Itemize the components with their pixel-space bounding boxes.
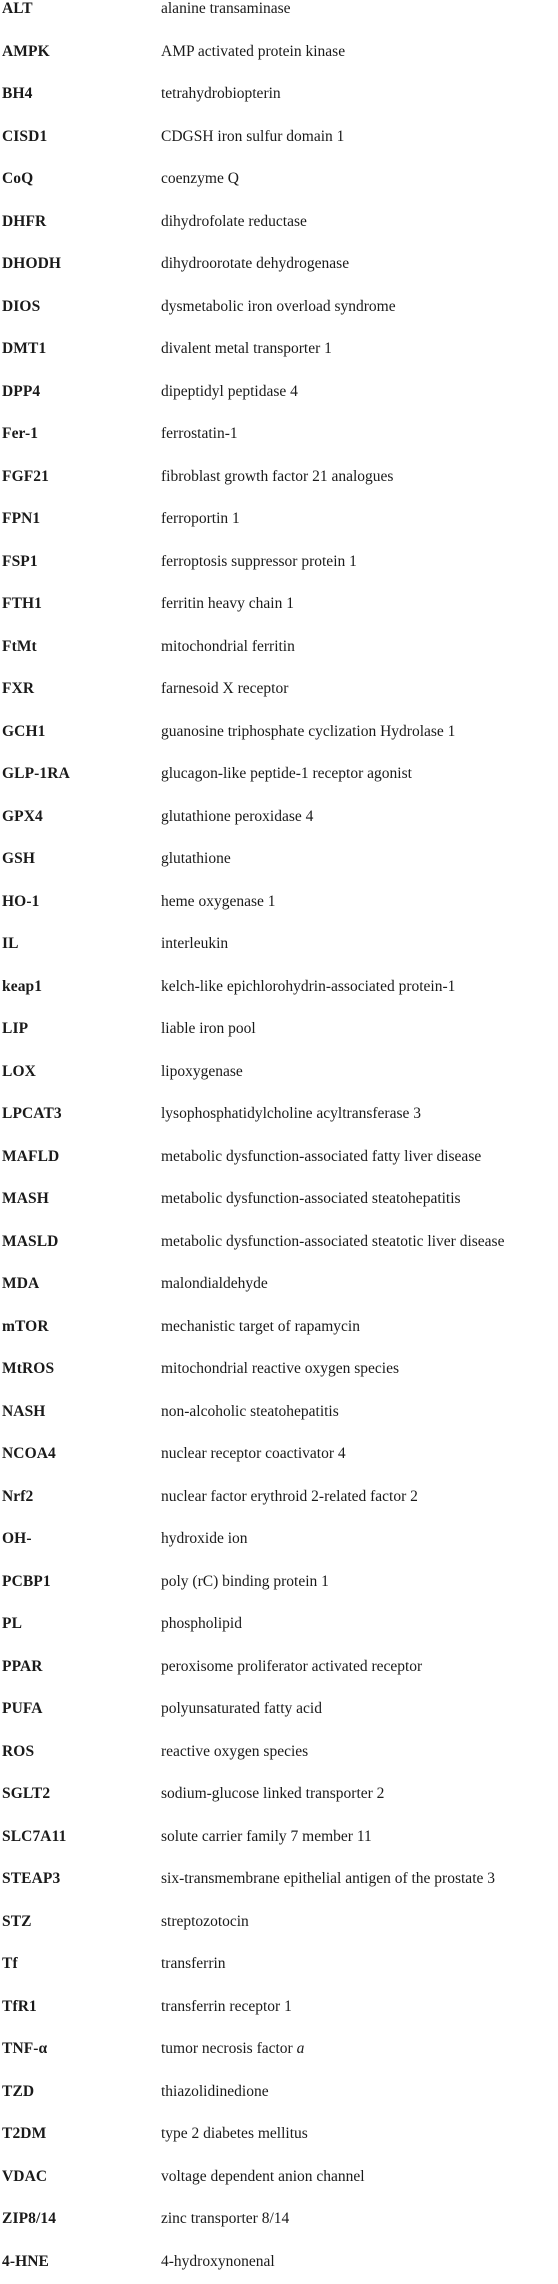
glossary-row [0,1732,558,1775]
glossary-row [0,1519,558,1562]
abbreviation-term: DHODH [0,255,161,273]
abbreviation-definition [161,2040,304,2058]
abbreviation-term: mTOR [0,1318,161,1336]
definition-text: voltage dependent anion channel [161,2168,365,2185]
abbreviation-term: GSH [0,850,161,868]
definition-text: type 2 diabetes mellitus [161,2125,308,2142]
glossary-row [0,882,558,925]
definition-text: metabolic dysfunction-associated fatty liver disease [161,1148,481,1165]
abbreviation-term: T2DM [0,2125,161,2143]
definition-text: lipoxygenase [161,1063,243,1080]
glossary-row [0,627,558,670]
glossary-row [0,1094,558,1137]
glossary-row [0,2029,558,2072]
abbreviation-term: FtMt [0,638,161,656]
glossary-row [0,0,558,32]
glossary-row [0,1647,558,1690]
definition-text: AMP activated protein kinase [161,43,345,60]
definition-text: mechanistic target of rapamycin [161,1318,360,1335]
definition-text: nuclear factor erythroid 2-related factor 2 [161,1488,418,1505]
definition-text: alanine transaminase [161,0,291,17]
glossary-row [0,1392,558,1435]
glossary-row [0,1477,558,1520]
definition-text: 4-hydroxynonenal [161,2253,275,2270]
abbreviation-term: GCH1 [0,723,161,741]
abbreviation-term: PUFA [0,1700,161,1718]
definition-text: guanosine triphosphate cyclization Hydrolase 1 [161,723,455,740]
definition-text: nuclear receptor coactivator 4 [161,1445,346,1462]
abbreviation-term: SGLT2 [0,1785,161,1803]
definition-text: peroxisome proliferator activated receptor [161,1658,422,1675]
abbreviation-definition [161,1148,481,1166]
abbreviation-definition [161,935,228,953]
glossary-row [0,1179,558,1222]
abbreviation-term: NCOA4 [0,1445,161,1463]
glossary-row [0,1562,558,1605]
glossary-row [0,1052,558,1095]
definition-text: glutathione [161,850,231,867]
definition-text: dihydrofolate reductase [161,213,307,230]
abbreviation-definition [161,468,393,486]
abbreviation-term: FGF21 [0,468,161,486]
definition-text: metabolic dysfunction-associated steatotic liver disease [161,1233,504,1250]
abbreviation-definition [161,1403,339,1421]
glossary-row [0,754,558,797]
glossary-row [0,202,558,245]
abbreviation-definition [161,723,455,741]
abbreviation-definition [161,1233,504,1251]
glossary-row [0,159,558,202]
glossary-row [0,1264,558,1307]
glossary-row [0,1689,558,1732]
definition-text: mitochondrial reactive oxygen species [161,1360,399,1377]
glossary-row [0,669,558,712]
abbreviation-term: LOX [0,1063,161,1081]
abbreviation-term: DIOS [0,298,161,316]
definition-text: poly (rC) binding protein 1 [161,1573,329,1590]
abbreviation-definition [161,638,295,656]
definition-text: mitochondrial ferritin [161,638,295,655]
definition-text: thiazolidinedione [161,2083,269,2100]
abbreviation-definition [161,1955,226,1973]
abbreviation-term: Tf [0,1955,161,1973]
abbreviation-term: MtROS [0,1360,161,1378]
abbreviation-definition [161,1913,249,1931]
definition-text: solute carrier family 7 member 11 [161,1828,372,1845]
glossary-row [0,2072,558,2115]
abbreviation-definition [161,1318,360,1336]
abbreviation-definition [161,2083,269,2101]
abbreviation-definition [161,893,276,911]
abbreviation-definition [161,1615,242,1633]
abbreviation-term: FPN1 [0,510,161,528]
abbreviation-definition [161,680,288,698]
glossary-row [0,329,558,372]
glossary-row [0,1604,558,1647]
glossary-row [0,244,558,287]
glossary-row [0,1349,558,1392]
definition-text: fibroblast growth factor 21 analogues [161,468,393,485]
abbreviation-definition [161,1700,322,1718]
definition-text: reactive oxygen species [161,1743,308,1760]
abbreviation-definition [161,2253,275,2271]
abbreviation-definition [161,765,412,783]
definition-text: sodium-glucose linked transporter 2 [161,1785,384,1802]
abbreviation-term: GLP-1RA [0,765,161,783]
abbreviation-term: GPX4 [0,808,161,826]
glossary-row [0,1987,558,2030]
definition-text: lysophosphatidylcholine acyltransferase 3 [161,1105,421,1122]
abbreviation-definition [161,1488,418,1506]
abbreviation-definition [161,2168,365,2186]
abbreviation-definition [161,1573,329,1591]
definition-text: hydroxide ion [161,1530,248,1547]
abbreviation-term: DPP4 [0,383,161,401]
abbreviation-definition [161,340,332,358]
abbreviation-definition [161,510,240,528]
glossary-row [0,1009,558,1052]
abbreviation-term: PL [0,1615,161,1633]
glossary-row [0,1774,558,1817]
definition-text: coenzyme Q [161,170,239,187]
abbreviation-definition [161,1785,384,1803]
abbreviation-definition [161,1020,256,1038]
definition-text: glutathione peroxidase 4 [161,808,313,825]
definition-italic-text: a [297,2040,305,2057]
abbreviation-definition [161,2125,308,2143]
abbreviation-term: PCBP1 [0,1573,161,1591]
abbreviation-term: ROS [0,1743,161,1761]
glossary-row [0,2242,558,2284]
abbreviation-term: CISD1 [0,128,161,146]
abbreviation-term: STZ [0,1913,161,1931]
definition-text: ferroptosis suppressor protein 1 [161,553,357,570]
abbreviation-term: MASLD [0,1233,161,1251]
glossary-row [0,117,558,160]
abbreviation-term: VDAC [0,2168,161,2186]
definition-text: glucagon-like peptide-1 receptor agonist [161,765,412,782]
abbreviation-definition [161,1658,422,1676]
definition-text: ferritin heavy chain 1 [161,595,294,612]
abbreviation-definition [161,298,396,316]
glossary-row [0,1307,558,1350]
abbreviation-term: TfR1 [0,1998,161,2016]
glossary-row [0,2199,558,2242]
definition-text: dipeptidyl peptidase 4 [161,383,298,400]
glossary-row [0,1859,558,1902]
abbreviation-term: ZIP8/14 [0,2210,161,2228]
glossary-row [0,74,558,117]
definition-text: phospholipid [161,1615,242,1632]
abbreviation-definition [161,2210,289,2228]
glossary-row [0,924,558,967]
glossary-row [0,499,558,542]
abbreviation-definition [161,85,281,103]
abbreviation-term: IL [0,935,161,953]
abbreviation-term: ALT [0,0,161,18]
glossary-row [0,1902,558,1945]
abbreviation-term: DMT1 [0,340,161,358]
abbreviation-term: STEAP3 [0,1870,161,1888]
glossary-row [0,797,558,840]
definition-text: malondialdehyde [161,1275,268,1292]
definition-text: transferrin [161,1955,226,1972]
glossary-row [0,287,558,330]
definition-text: kelch-like epichlorohydrin-associated protein-1 [161,978,455,995]
abbreviation-definition [161,383,298,401]
abbreviation-term: LIP [0,1020,161,1038]
abbreviation-definition [161,1530,248,1548]
abbreviation-term: MAFLD [0,1148,161,1166]
glossary-row [0,1137,558,1180]
glossary-row [0,372,558,415]
abbreviation-term: MDA [0,1275,161,1293]
definition-text: zinc transporter 8/14 [161,2210,289,2227]
abbreviation-term: 4-HNE [0,2253,161,2271]
abbreviation-definition [161,1190,461,1208]
abbreviation-term: AMPK [0,43,161,61]
abbreviation-term: TZD [0,2083,161,2101]
abbreviation-definition [161,0,291,18]
abbreviation-term: LPCAT3 [0,1105,161,1123]
abbreviation-term: CoQ [0,170,161,188]
definition-text: heme oxygenase 1 [161,893,276,910]
abbreviation-definition [161,1360,399,1378]
abbreviation-term: Fer-1 [0,425,161,443]
abbreviation-term: BH4 [0,85,161,103]
abbreviation-definition [161,255,349,273]
definition-text: CDGSH iron sulfur domain 1 [161,128,344,145]
abbreviation-term: OH- [0,1530,161,1548]
glossary-row [0,1434,558,1477]
abbreviation-definition [161,170,239,188]
abbreviation-definition [161,425,238,443]
abbreviation-term: FXR [0,680,161,698]
abbreviation-term: DHFR [0,213,161,231]
definition-text: dihydroorotate dehydrogenase [161,255,349,272]
glossary-row [0,1944,558,1987]
abbreviation-term: FSP1 [0,553,161,571]
abbreviation-definition [161,1743,308,1761]
glossary-row [0,32,558,75]
abbreviation-definition [161,808,313,826]
definition-text: polyunsaturated fatty acid [161,1700,322,1717]
abbreviation-definition [161,1105,421,1123]
definition-text: interleukin [161,935,228,952]
glossary-row [0,457,558,500]
abbreviation-definition [161,1998,292,2016]
definition-text: metabolic dysfunction-associated steatohepatitis [161,1190,461,1207]
abbreviation-definition [161,1063,243,1081]
abbreviation-term: HO-1 [0,893,161,911]
definition-text: divalent metal transporter 1 [161,340,332,357]
glossary-row [0,2114,558,2157]
abbreviation-definition [161,595,294,613]
abbreviation-term: PPAR [0,1658,161,1676]
glossary-row [0,1817,558,1860]
abbreviation-term: Nrf2 [0,1488,161,1506]
definition-text: six-transmembrane epithelial antigen of the prostate 3 [161,1870,495,1887]
definition-text: dysmetabolic iron overload syndrome [161,298,396,315]
glossary-row [0,712,558,755]
abbreviation-definition [161,128,344,146]
definition-text: ferrostatin-1 [161,425,238,442]
definition-text: tetrahydrobiopterin [161,85,281,102]
definition-text: non-alcoholic steatohepatitis [161,1403,339,1420]
abbreviation-definition [161,43,345,61]
glossary-row [0,414,558,457]
abbreviation-term: MASH [0,1190,161,1208]
definition-text: liable iron pool [161,1020,256,1037]
abbreviation-definition [161,1870,495,1888]
definition-text: farnesoid X receptor [161,680,288,697]
abbreviation-term: NASH [0,1403,161,1421]
abbreviation-definition [161,978,455,996]
glossary-row [0,2157,558,2200]
abbreviation-definition [161,1275,268,1293]
abbreviation-definition [161,553,357,571]
abbreviation-term: FTH1 [0,595,161,613]
definition-text: transferrin receptor 1 [161,1998,292,2015]
abbreviation-term: keap1 [0,978,161,996]
glossary-row [0,584,558,627]
definition-text: ferroportin 1 [161,510,240,527]
definition-text: tumor necrosis factor [161,2040,297,2057]
glossary-row [0,1222,558,1265]
glossary-row [0,839,558,882]
glossary-row [0,542,558,585]
definition-text: streptozotocin [161,1913,249,1930]
abbreviation-term: TNF-α [0,2040,161,2058]
abbreviation-definition [161,1828,372,1846]
glossary-row [0,967,558,1010]
abbreviation-definition [161,1445,346,1463]
abbreviation-definition [161,850,231,868]
abbreviation-definition [161,213,307,231]
abbreviation-term: SLC7A11 [0,1828,161,1846]
